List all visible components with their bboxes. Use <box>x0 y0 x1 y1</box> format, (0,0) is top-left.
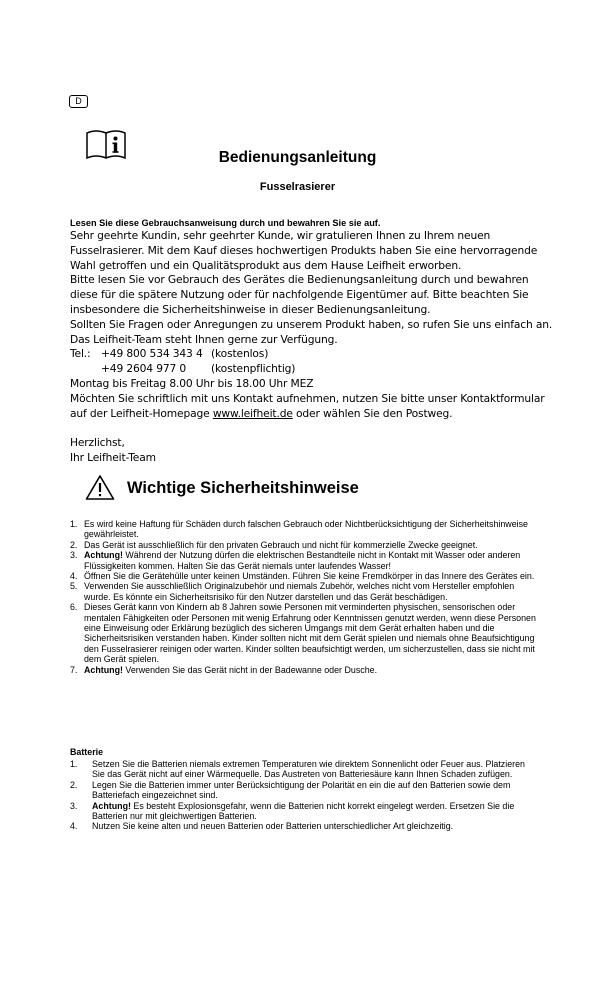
hours-line: Montag bis Freitag 8.00 Uhr bis 18.00 Uhr MEZ <box>70 376 314 390</box>
list-item: 3. Achtung! Während der Nutzung dürfen die elektrischen Bestandteile nicht in Kontakt mit Wasser oder anderen Flüssigkeiten kommen. Halten Sie das Gerät niemals unter laufendes Wasser! <box>70 550 521 571</box>
safety-list <box>70 519 540 675</box>
contact-prefix: auf der Leifheit-Homepage <box>70 406 213 420</box>
phone-label: Tel.: <box>70 347 91 361</box>
phone-note-free: (kostenlos) <box>211 347 269 361</box>
safety-heading: Wichtige Sicherheitshinweise <box>127 479 359 497</box>
warning-triangle-icon <box>85 474 115 501</box>
phone-number-paid[interactable]: +49 2604 977 0 <box>101 362 187 376</box>
intro-section <box>70 218 553 466</box>
phone-number-free[interactable]: +49 800 534 343 4 <box>101 347 203 361</box>
language-badge: D <box>69 95 88 108</box>
intro-line: Sehr geehrte Kundin, sehr geehrter Kunde, wir gratulieren Ihnen zu Ihrem neuen <box>70 229 491 242</box>
phone-line-1 <box>70 347 540 362</box>
list-item: 4. Öffnen Sie die Gerätehülle unter keinen Umständen. Führen Sie keine Fremdkörper in das Innere des Gerätes ein. <box>70 571 535 582</box>
intro-line: insbesondere die Sicherheitshinweise in dieser Bedienungsanleitung. <box>70 302 431 316</box>
list-item: 5. Verwenden Sie ausschließlich Originalzubehör und niemals Zubehör, welches nicht vom Hersteller empfohlen wurde. Es könnte ein Sicherheitsrisiko für den Nutzer darstellen und das Gerät beschädigen. <box>70 581 515 602</box>
closing: Herzlichst, <box>70 436 125 450</box>
phone-line-2 <box>70 362 540 377</box>
list-item: 6. Dieses Gerät kann von Kindern ab 8 Jahren sowie Personen mit verminderten physischen, sensorischen oder mentalen Fähigkeiten oder Personen mit wenig Erfahrung oder Kenntnissen genutzt werden, wenn diese Personen eine Einweisung oder Erklärung bezüglich des sicheren Umgangs mit dem Gerät erhalten haben und die Sicherheitsrisiken verstanden haben. Kinder sollten nicht mit dem Gerät spielen und niemals ohne Beaufsichtigung den Fusselrasierer reinigen oder warten. Kinder sollten beaufsichtigt werden, um sicherzustellen, dass sie nicht mit dem Gerät spielen. <box>70 602 536 665</box>
contact-line-2 <box>70 407 540 422</box>
page-subtitle: Fusselrasierer <box>259 181 336 193</box>
list-item: 3. Achtung! Es besteht Explosionsgefahr, wenn die Batterien nicht korrekt eingelegt werden. Ersetzen Sie die Batterien nur mit gleichwertigen Batterien. <box>70 800 515 822</box>
list-item: 4. Nutzen Sie keine alten und neuen Batterien oder Batterien unterschiedlicher Art gleichzeitig. <box>70 821 454 832</box>
signature: Ihr Leifheit-Team <box>70 450 156 464</box>
list-item: 7. Achtung! Verwenden Sie das Gerät nicht in der Badewanne oder Dusche. <box>70 664 378 675</box>
intro-line: Bitte lesen Sie vor Gebrauch des Gerätes die Bedienungsanleitung durch und bewahren <box>70 273 529 287</box>
contact-line: Möchten Sie schriftlich mit uns Kontakt aufnehmen, nutzen Sie bitte unser Kontaktformular <box>70 391 545 405</box>
website-link[interactable]: www.leifheit.de <box>212 406 293 420</box>
intro-line: Das Leifheit-Team steht Ihnen gerne zur Verfügung. <box>70 332 338 346</box>
battery-list <box>70 759 540 832</box>
list-item: 1. Es wird keine Haftung für Schäden durch falschen Gebrauch oder Nichtberücksichtigung der Sicherheitshinweise gewährleistet. <box>70 519 528 540</box>
intro-bold-line: Lesen Sie diese Gebrauchsanweisung durch und bewahren Sie sie auf. <box>70 218 381 228</box>
list-item: 2. Das Gerät ist ausschließlich für den privaten Gebrauch und nicht für kommerzielle Zwecke geeignet. <box>70 539 478 550</box>
list-item: 2. Legen Sie die Batterien immer unter Berücksichtigung der Polarität en ein die auf den Batterien sowie dem Batteriefach eingezeichnet sind. <box>70 779 511 801</box>
page-title: Bedienungsanleitung <box>218 149 377 166</box>
battery-heading: Batterie <box>70 747 104 757</box>
list-item: 1. Setzen Sie die Batterien niemals extremen Temperaturen wie direktem Sonnenlicht oder Feuer aus. Platzieren Sie das Gerät nicht auf einer Wärmequelle. Das Austreten von Batteriesäure kann Ihnen Schaden zufügen. <box>70 759 525 780</box>
contact-suffix: oder wählen Sie den Postweg. <box>292 406 453 420</box>
phone-note-paid: (kostenpflichtig) <box>211 362 296 376</box>
intro-line: Fusselrasierer. Mit dem Kauf dieses hochwertigen Produkts haben Sie eine hervorragende <box>70 243 538 257</box>
intro-line: diese für die spätere Nutzung oder für nachfolgende Eigentümer auf. Bitte beachten Sie <box>70 288 529 302</box>
intro-line: Wahl getroffen und ein Qualitätsprodukt aus dem Hause Leifheit erworben. <box>70 258 462 272</box>
intro-line: Sollten Sie Fragen oder Anregungen zu unserem Produkt haben, so rufen Sie uns einfach an. <box>70 317 553 331</box>
